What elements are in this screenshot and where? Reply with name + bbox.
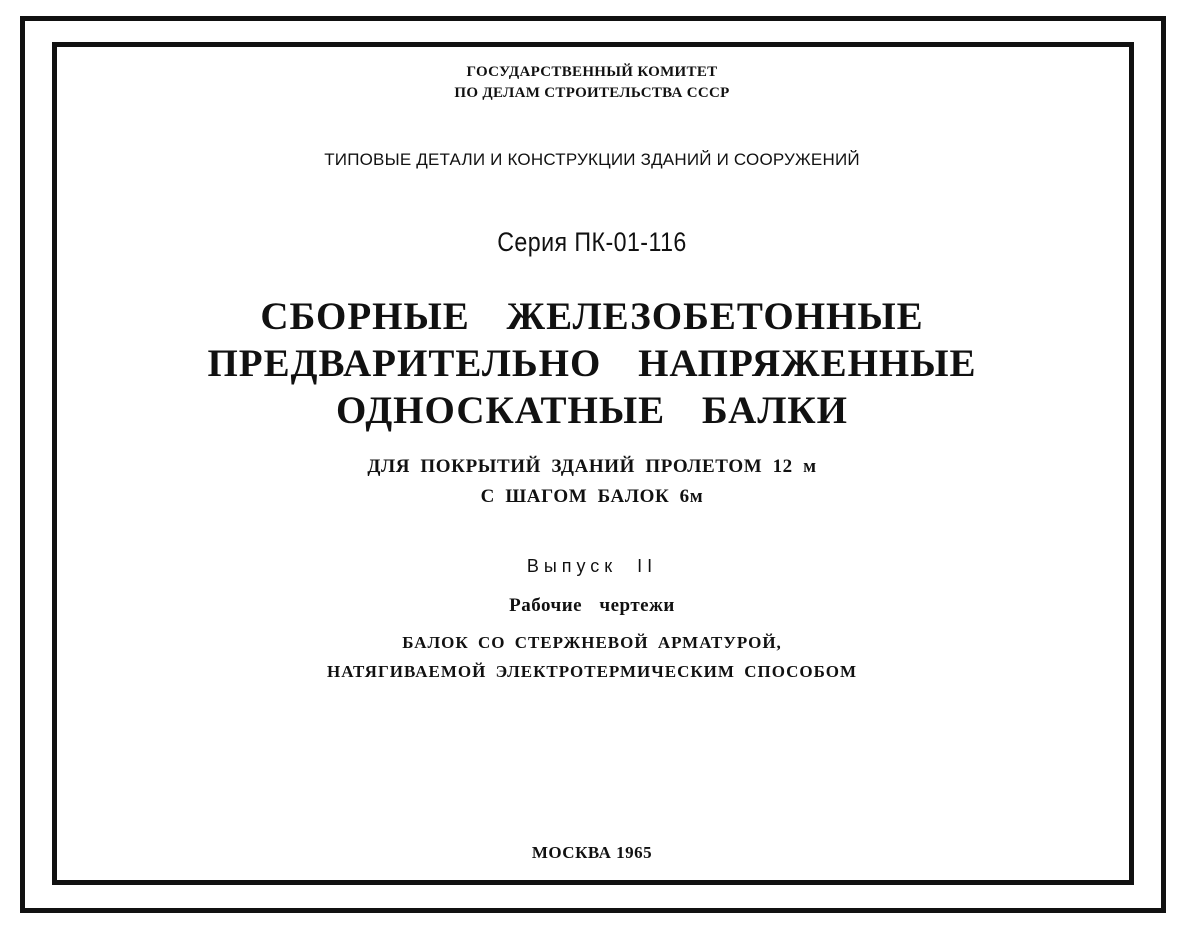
drawings-label: Рабочие чертежи xyxy=(509,595,675,616)
title-line-3: ОДНОСКАТНЫЕ БАЛКИ xyxy=(335,389,849,432)
title-line-1: СБОРНЫЕ ЖЕЛЕЗОБЕТОННЫЕ xyxy=(260,295,924,338)
reinforcement-line-2: НАТЯГИВАЕМОЙ ЭЛЕКТРОТЕРМИЧЕСКИМ СПОСОБОМ xyxy=(326,662,858,681)
place-and-year: МОСКВА 1965 xyxy=(531,843,653,862)
issue-number: Выпуск II xyxy=(526,556,658,576)
title-line-2: ПРЕДВАРИТЕЛЬНО НАПРЯЖЕННЫЕ xyxy=(207,342,977,385)
subject-line: ТИПОВЫЕ ДЕТАЛИ И КОНСТРУКЦИИ ЗДАНИЙ И СООРУЖЕНИЙ xyxy=(324,150,860,169)
committee-line-1: ГОСУДАРСТВЕННЫЙ КОМИТЕТ xyxy=(466,64,718,80)
purpose-line-1: ДЛЯ ПОКРЫТИЙ ЗДАНИЙ ПРОЛЕТОМ 12 м xyxy=(367,456,817,477)
reinforcement-line-1: БАЛОК СО СТЕРЖНЕВОЙ АРМАТУРОЙ, xyxy=(402,633,782,652)
purpose-line-2: С ШАГОМ БАЛОК 6м xyxy=(480,486,704,507)
committee-line-2: ПО ДЕЛАМ СТРОИТЕЛЬСТВА СССР xyxy=(454,85,730,101)
series-number: Серия ПК-01-116 xyxy=(497,227,687,257)
